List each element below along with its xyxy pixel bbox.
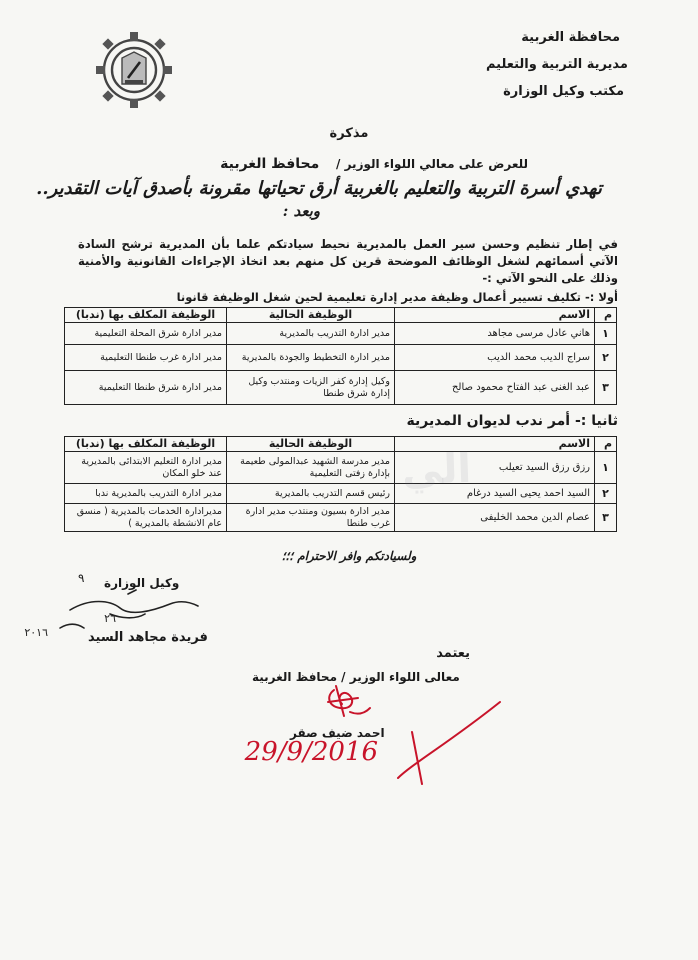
approval-governor-title: معالى اللواء الوزير / محافظ الغربية bbox=[252, 670, 460, 684]
table-row bbox=[65, 371, 617, 405]
row-num: ١ bbox=[595, 323, 617, 345]
row-num: ٣ bbox=[595, 504, 617, 532]
approval-label: يعتمد bbox=[436, 646, 470, 661]
table-header-row bbox=[65, 308, 617, 323]
row-assigned-job: مدير ادارة التعليم الابتدائى بالمديرية عند خلو المكان bbox=[65, 452, 227, 484]
watermark-stamp-icon: الي bbox=[401, 445, 472, 495]
table-header-row bbox=[65, 437, 617, 452]
row-current-job: رئيس قسم التدريب بالمديرية bbox=[227, 484, 395, 504]
deputy-name: فريدة مجاهد السيد bbox=[88, 630, 208, 645]
row-assigned-job: مدير ادارة شرق طنطا التعليمية bbox=[65, 371, 227, 405]
addressee-line bbox=[220, 156, 528, 172]
col-header-assigned: الوظيفة المكلف بها (ندبا) bbox=[65, 308, 227, 323]
ministry-gear-logo-icon bbox=[92, 28, 176, 112]
row-current-job: مدير ادارة بسيون ومنتدب مدير ادارة غرب طنطا bbox=[227, 504, 395, 532]
col-header-assigned: الوظيفة المكلف بها (ندبا) bbox=[65, 437, 227, 452]
approval-governor-name: احمد ضيف صقر bbox=[290, 726, 385, 740]
col-header-name: الاسم bbox=[395, 437, 595, 452]
col-header-num: م bbox=[595, 308, 617, 323]
addressee-governor: محافظ الغربية bbox=[220, 156, 320, 172]
handwritten-date: 29/9/2016 bbox=[244, 737, 378, 767]
row-num: ٣ bbox=[595, 371, 617, 405]
greeting-after: وبعد : bbox=[282, 202, 320, 220]
addressee-prefix: للعرض على معالي اللواء الوزير / bbox=[336, 157, 528, 171]
header-directorate: مديرية التربية والتعليم bbox=[485, 57, 628, 72]
row-name: هاني عادل مرسى مجاهد bbox=[395, 323, 595, 345]
row-current-job: وكيل إدارة كفر الزيات ومنتدب وكيل إدارة شرق طنطا bbox=[227, 371, 395, 405]
row-assigned-job: مدير ادارة التدريب بالمديرية ندبا bbox=[65, 484, 227, 504]
row-name: عبد الغنى عبد الفتاح محمود صالح bbox=[395, 371, 595, 405]
row-name: سراج الديب محمد الديب bbox=[395, 345, 595, 371]
greeting-line: تهدي أسرة التربية والتعليم بالغربية أرق تحياتها مقرونة بأصدق آيات التقدير.. bbox=[36, 178, 602, 199]
row-num: ١ bbox=[595, 452, 617, 484]
row-num: ٢ bbox=[595, 484, 617, 504]
svg-text:٢٠١٦: ٢٠١٦ bbox=[24, 626, 48, 639]
row-current-job: مدير ادارة التدريب بالمديرية bbox=[227, 323, 395, 345]
memo-title: مذكرة bbox=[329, 126, 369, 141]
table-row bbox=[65, 345, 617, 371]
table-row bbox=[65, 323, 617, 345]
row-assigned-job: مدير ادارة شرق المحلة التعليمية bbox=[65, 323, 227, 345]
section1-table bbox=[64, 307, 617, 405]
section2-title: ثانيا :- أمر ندب لديوان المديرية bbox=[406, 413, 618, 429]
section2-table bbox=[64, 436, 617, 532]
col-header-name: الاسم bbox=[395, 308, 595, 323]
closing-line: ولسيادتكم وافر الاحترام ؛؛؛ bbox=[281, 549, 417, 563]
table-row bbox=[65, 504, 617, 532]
row-name: رزق رزق السيد تعيلب bbox=[395, 452, 595, 484]
col-header-num: م bbox=[595, 437, 617, 452]
row-num: ٢ bbox=[595, 345, 617, 371]
section1-title: أولا :- تكليف تسيير أعمال وظيفة مدير إدارة تعليمية لحين شغل الوظيفة قانونا bbox=[176, 290, 618, 304]
header-office: مكتب وكيل الوزارة bbox=[503, 84, 624, 99]
header-governorate: محافظة الغربية bbox=[521, 30, 620, 45]
row-current-job: مدير مدرسة الشهيد عبدالمولى طعيمة بإدارة زفتى التعليمية bbox=[227, 452, 395, 484]
table-row bbox=[65, 484, 617, 504]
deputy-sig-month: ٩ bbox=[78, 571, 85, 585]
row-name: السيد احمد يحيى السيد درغام bbox=[395, 484, 595, 504]
row-current-job: مدير ادارة التخطيط والجودة بالمديرية bbox=[227, 345, 395, 371]
intro-paragraph: في إطار تنظيم وحسن سير العمل بالمديرية نحيط سيادتكم علما بأن المديرية ترشح السادة الآتي أسمائهم لشغل الوظائف الموضحة قرين كل منهم بعد اتخاذ الإجراءات القانونية والأمنية وذلك على النحو الآتي :- bbox=[78, 237, 618, 285]
deputy-title: وكيل الوزارة bbox=[104, 576, 180, 590]
row-assigned-job: مديرادارة الخدمات بالمديرية ( منسق عام الانشطة بالمديرية ) bbox=[65, 504, 227, 532]
col-header-current: الوظيفة الحالية bbox=[227, 308, 395, 323]
svg-text:٢٦: ٢٦ bbox=[104, 612, 116, 625]
row-name: عصام الدين محمد الخليفى bbox=[395, 504, 595, 532]
row-assigned-job: مدير ادارة غرب طنطا التعليمية bbox=[65, 345, 227, 371]
table-row bbox=[65, 452, 617, 484]
governor-red-signature-icon bbox=[244, 672, 510, 792]
col-header-current: الوظيفة الحالية bbox=[227, 437, 395, 452]
